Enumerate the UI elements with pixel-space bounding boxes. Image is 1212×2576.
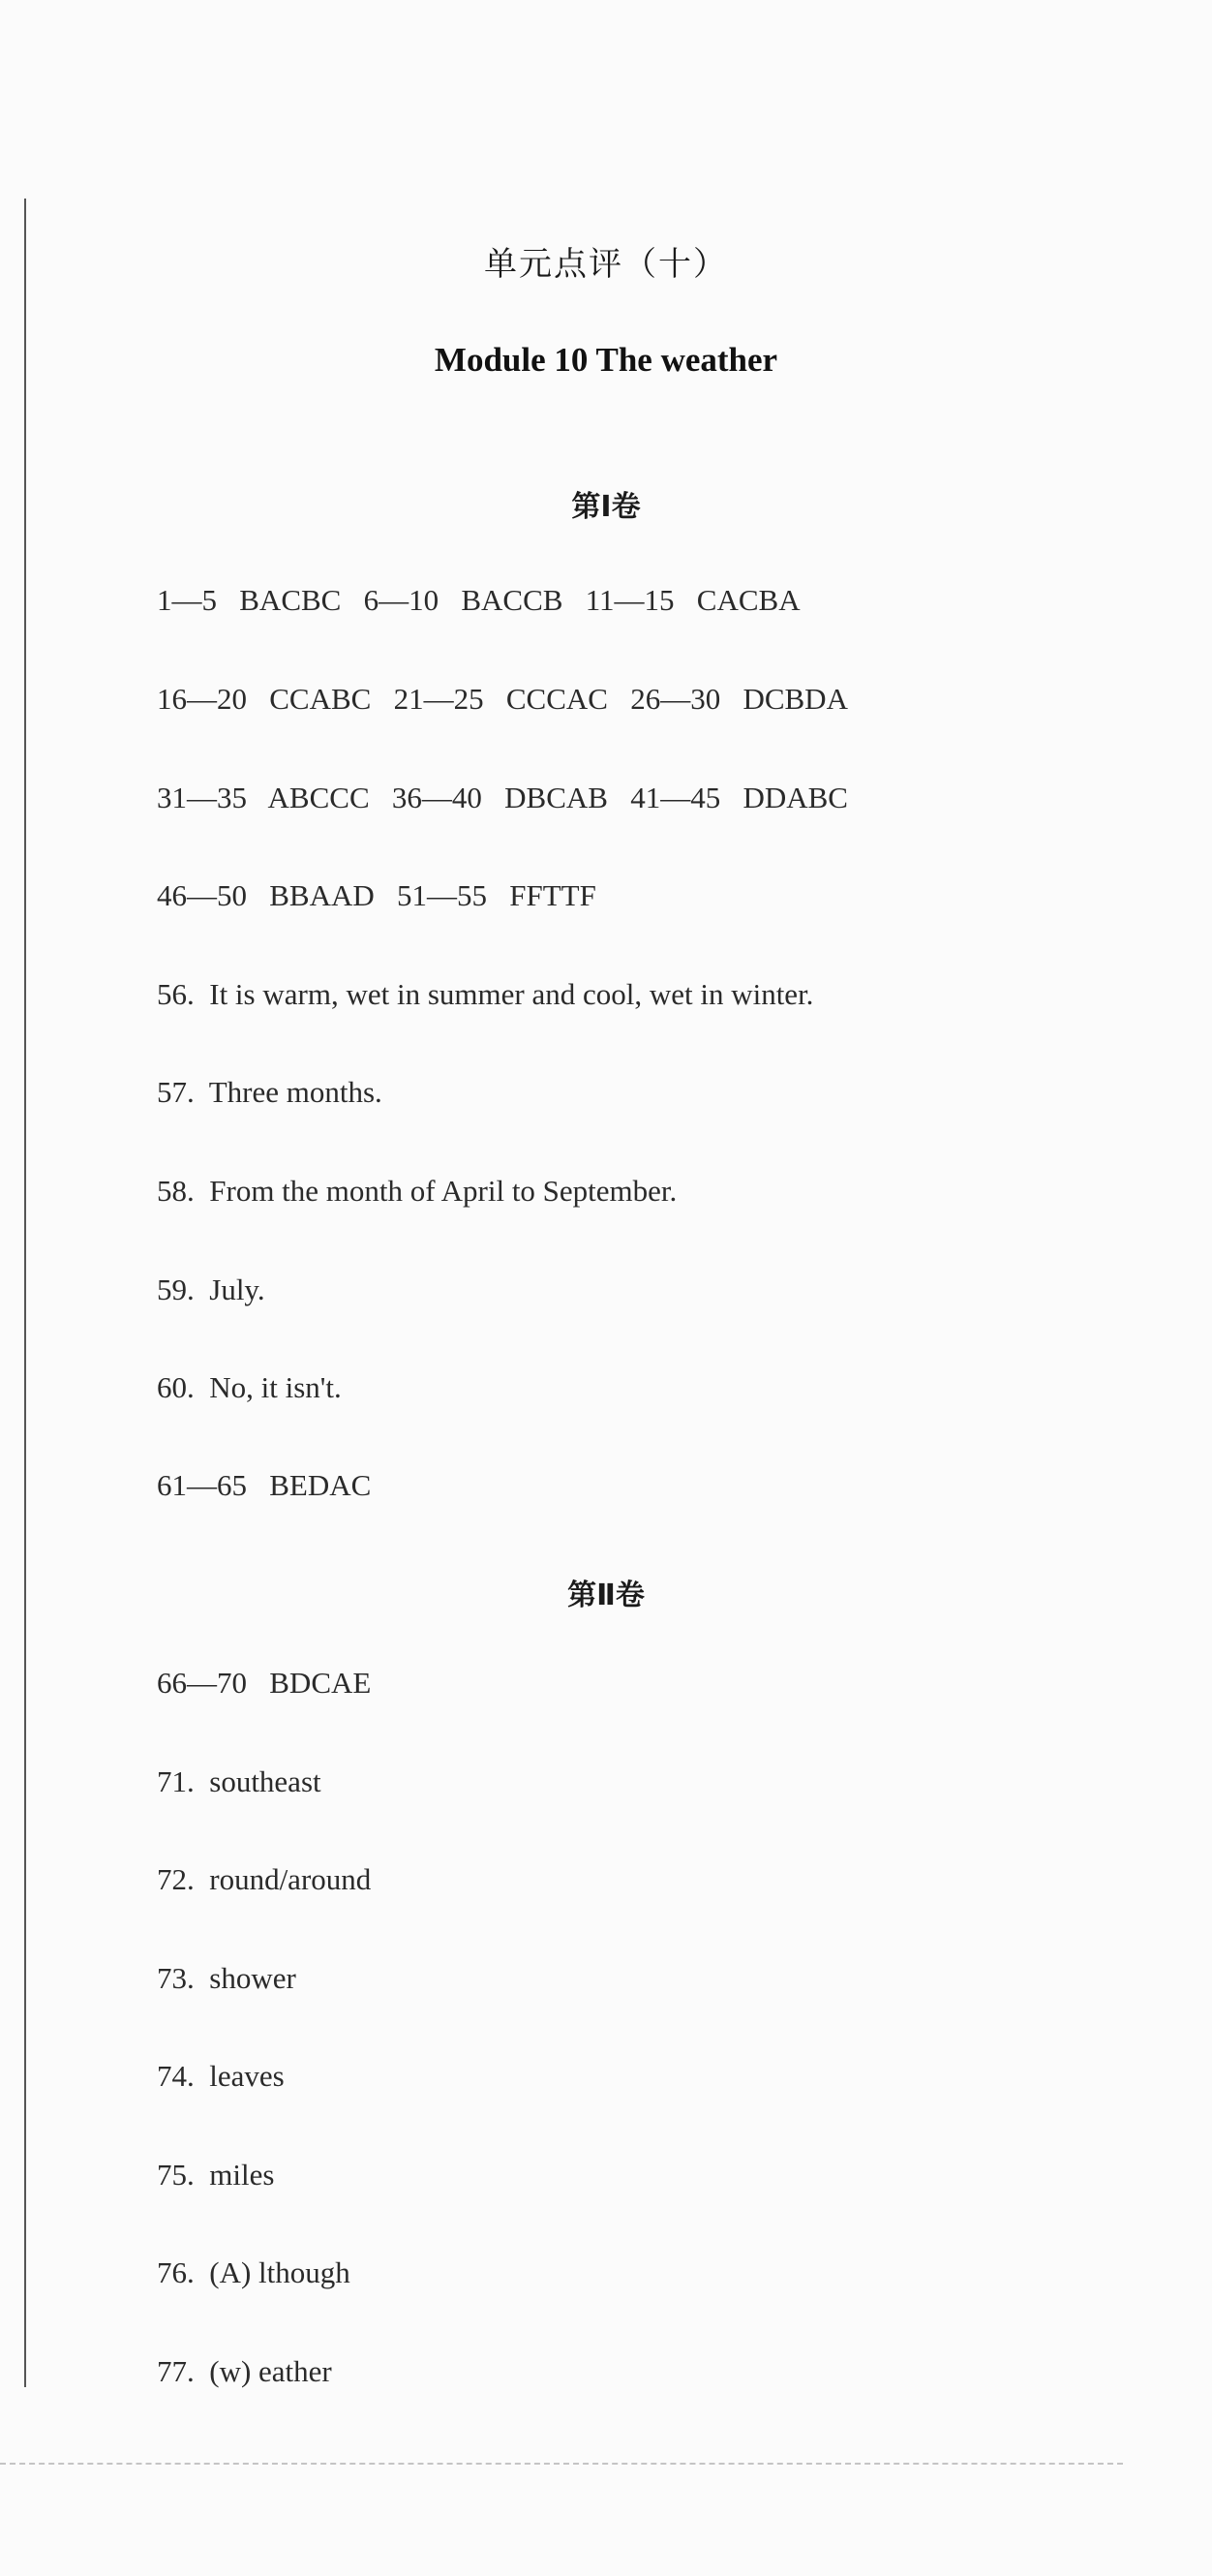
answer-line: 59. July.: [157, 1273, 265, 1306]
answer-line: 56. It is warm, wet in summer and cool, wet in winter.: [157, 977, 814, 1011]
answer-line: 72. round/around: [157, 1862, 372, 1896]
answer-line: 75. miles: [157, 2158, 275, 2192]
module-title: Module 10 The weather: [434, 341, 778, 379]
answer-line: 66—70 BDCAE: [157, 1666, 372, 1700]
answer-line: 31—35 ABCCC 36—40 DBCAB 41—45 DDABC: [157, 781, 848, 814]
answer-line: 60. No, it isn't.: [157, 1370, 342, 1404]
answer-line: 58. From the month of April to September.: [157, 1174, 678, 1208]
answer-line: 74. leaves: [157, 2059, 285, 2093]
answer-line: 46—50 BBAAD 51—55 FFTTF: [157, 878, 596, 912]
bottom-dashed-divider: [0, 2463, 1123, 2465]
section-heading-part2: 第Ⅱ卷: [567, 1579, 645, 1612]
answer-line: 76. (A) lthough: [157, 2255, 350, 2289]
answer-line: 77. (w) eather: [157, 2354, 332, 2388]
answer-line: 1—5 BACBC 6—10 BACCB 11—15 CACBA: [157, 583, 801, 617]
left-margin-line: [24, 199, 26, 2387]
unit-title: 单元点评（十）: [484, 245, 728, 284]
answer-line: 16—20 CCABC 21—25 CCCAC 26—30 DCBDA: [157, 682, 848, 716]
answer-line: 61—65 BEDAC: [157, 1468, 372, 1502]
section-heading-part1: 第Ⅰ卷: [571, 490, 641, 524]
answer-line: 71. southeast: [157, 1764, 321, 1798]
answer-line: 73. shower: [157, 1961, 296, 1995]
answer-line: 57. Three months.: [157, 1075, 382, 1109]
